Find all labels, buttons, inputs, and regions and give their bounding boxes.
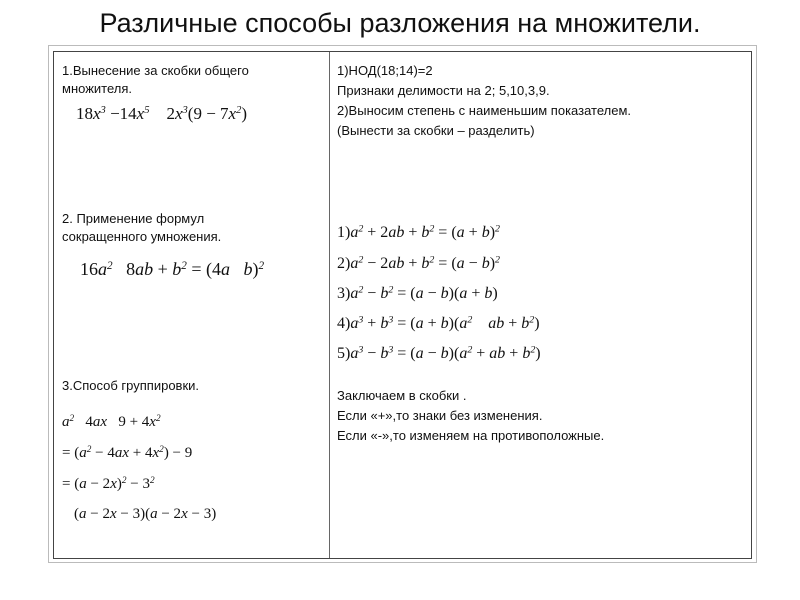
example-common-factor: $18x^3 -14x^5$ $2x^3(9 - 7x^2)$: [76, 104, 248, 123]
methods-table: [53, 51, 752, 559]
grouping-step-1: $a^2$ 4ax $9 + 4x^2$: [62, 413, 161, 430]
divisibility-line: Признаки делимости на 2; 5,10,3,9.: [337, 83, 550, 98]
method-2-title: 2. Применение формул: [62, 211, 205, 226]
formula-2: $2)a^2 - 2ab + b^2 = (a - b)^2$: [337, 254, 500, 272]
method-2-title-cont: сокращенного умножения.: [62, 229, 222, 244]
column-divider: [329, 52, 330, 558]
method-3-title: 3.Способ группировки.: [62, 378, 200, 393]
grouping-step-4: (a − 2x − 3)(a − 2x − 3): [74, 506, 217, 522]
formula-5: $5)a^3 - b^3 = (a - b)(a^2$ + ab + $b^2$): [337, 344, 541, 362]
grouping-step-3: = $(a - 2x)^2 - 3^2$: [62, 475, 155, 492]
minus-rule: Если «-»,то изменяем на противоположные.: [337, 428, 605, 443]
formula-1: $1)a^2 + 2ab + b^2 = (a + b)^2$: [337, 223, 500, 241]
formula-4: $4)a^3 + b^3 = (a + b)(a^2$ ab + $b^2$): [337, 314, 540, 332]
formula-3: $3)a^2 - b^2 = (a - b)(a + b)$: [337, 284, 498, 302]
method-1-title-cont: множителя.: [62, 81, 133, 96]
brackets-note: Заключаем в скобки .: [337, 388, 467, 403]
gcd-line: 1)НОД(18;14)=2: [337, 63, 433, 78]
page-title: Различные способы разложения на множители.: [99, 8, 701, 38]
example-short-multiplication: $16a^2$ $8ab + b^2 = (4a$ b)$^2$: [80, 259, 265, 279]
lowest-power-line: 2)Выносим степень с наименьшим показателем.: [337, 103, 632, 118]
method-1-title: 1.Вынесение за скобки общего: [62, 63, 249, 78]
factor-out-note: (Вынести за скобки – разделить): [337, 123, 535, 138]
grouping-step-2: = $(a^2 - 4ax + 4x^2) - 9$: [62, 444, 193, 461]
plus-rule: Если «+»,то знаки без изменения.: [337, 408, 543, 423]
